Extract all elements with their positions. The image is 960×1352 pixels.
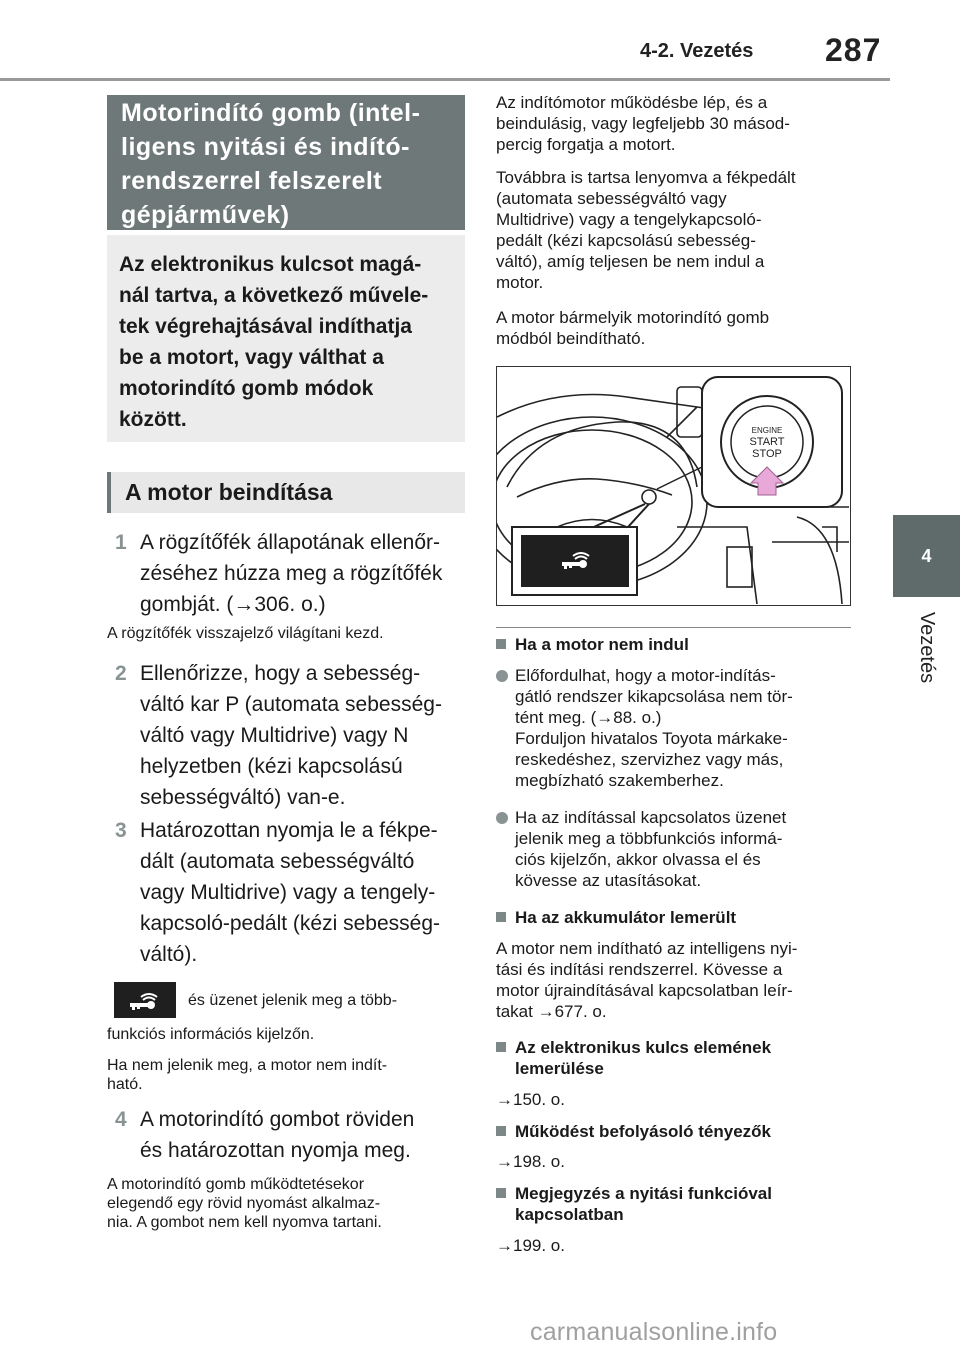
page-number: 287	[825, 32, 882, 68]
intro-box: Az elektronikus kulcsot magá- nál tartva, a következő művele- tek végrehajtásával indíthatja be a motort, vagy válthat a motorindító gomb módok között.	[107, 235, 465, 442]
divider	[496, 627, 851, 628]
section-title: 4-2. Vezetés	[640, 40, 754, 62]
icon-note-b: funkciós információs kijelzőn.	[107, 1026, 315, 1043]
para-battery: A motor nem indítható az intelligens nyi- tási és indítási rendszerrel. Kövesse a motor újraindításával kapcsolatban leír- takat →677. o.	[496, 939, 798, 1021]
heading-engine-not-start: Ha a motor nem indul	[496, 634, 856, 655]
heading-battery: Ha az akkumulátor lemerült	[496, 907, 856, 928]
button-label-stop: STOP	[752, 448, 782, 460]
para-brake: Továbbra is tartsa lenyomva a fékpedált (automata sebességváltó vagy Multidrive) vagy a tengelykapcsoló- pedált (kézi kapcsolású sebesség- váltó), amíg teljesen be nem indul a motor.	[496, 168, 796, 292]
icon-note-a: és üzenet jelenik meg a több-	[188, 992, 398, 1009]
header-divider	[0, 78, 890, 81]
engine-start-illustration	[496, 366, 851, 606]
step-4: 4 A motorindító gombot röviden és határozottan nyomja meg.	[115, 1108, 415, 1162]
ref-150[interactable]: →150. o.	[496, 1090, 565, 1109]
button-label-start: START	[749, 436, 785, 448]
heading-note-entry: Megjegyzés a nyitási funkcióval kapcsolatban	[496, 1183, 856, 1204]
chapter-label: Vezetés	[916, 611, 939, 684]
step-1: 1 A rögzítőfék állapotának ellenőr- zéséhez húzza meg a rögzítőfék gombját. (→306. o.)	[115, 531, 443, 616]
subheading-engine-start: A motor beindítása	[107, 472, 465, 513]
heading-factors: Működést befolyásoló tényezők	[496, 1121, 856, 1142]
key-indicator-icon	[114, 982, 176, 1018]
step-3: 3 Határozottan nyomja le a fékpe- dált (automata sebességváltó vagy Multidrive) vagy a tengely- kapcsoló-pedált (kézi sebesség- váltó).	[115, 819, 440, 966]
ref-198[interactable]: →198. o.	[496, 1152, 565, 1171]
bullet-immobilizer: Előfordulhat, hogy a motor-indítás- gátló rendszer kikapcsolása nem tör- tént meg. (→88. o.) Forduljon hivatalos Toyota márkake- reskedéshez, szervizhez vagy más, megbízható szakemberhez.	[496, 665, 856, 791]
watermark: carmanualsonline.info	[530, 1318, 778, 1346]
chapter-tab: 4	[893, 515, 960, 597]
section-heading-box: Motorindító gomb (intel- ligens nyitási és indító- rendszerrel felszerelt gépjárművek)	[107, 95, 465, 230]
para-any-mode: A motor bármelyik motorindító gomb módból beindítható.	[496, 308, 770, 348]
bullet-message: Ha az indítással kapcsolatos üzenet jelenik meg a többfunkciós informá- ciós kijelzőn, akkor olvassa el és kövesse az utasításokat.	[496, 807, 856, 891]
note-no-message: Ha nem jelenik meg, a motor nem indít- ható.	[107, 1057, 388, 1093]
note-parking-brake: A rögzítőfék visszajelző világítani kezd.	[107, 625, 384, 642]
heading-key-battery: Az elektronikus kulcs elemének lemerülése	[496, 1037, 856, 1058]
para-starter: Az indítómotor működésbe lép, és a beindulásig, vagy legfeljebb 30 másod- percig forgatja a motort.	[496, 93, 790, 154]
button-label-engine: ENGINE	[751, 426, 783, 435]
note-button-press: A motorindító gomb működtetésekor elegendő egy rövid nyomást alkalmaz- nia. A gombot nem kell nyomva tartani.	[107, 1176, 382, 1231]
step-2: 2 Ellenőrizze, hogy a sebesség- váltó kar P (automata sebesség- váltó vagy Multidrive) vagy N helyzetben (kézi kapcsolású sebességváltó) van-e.	[115, 662, 442, 809]
ref-199[interactable]: →199. o.	[496, 1236, 565, 1255]
